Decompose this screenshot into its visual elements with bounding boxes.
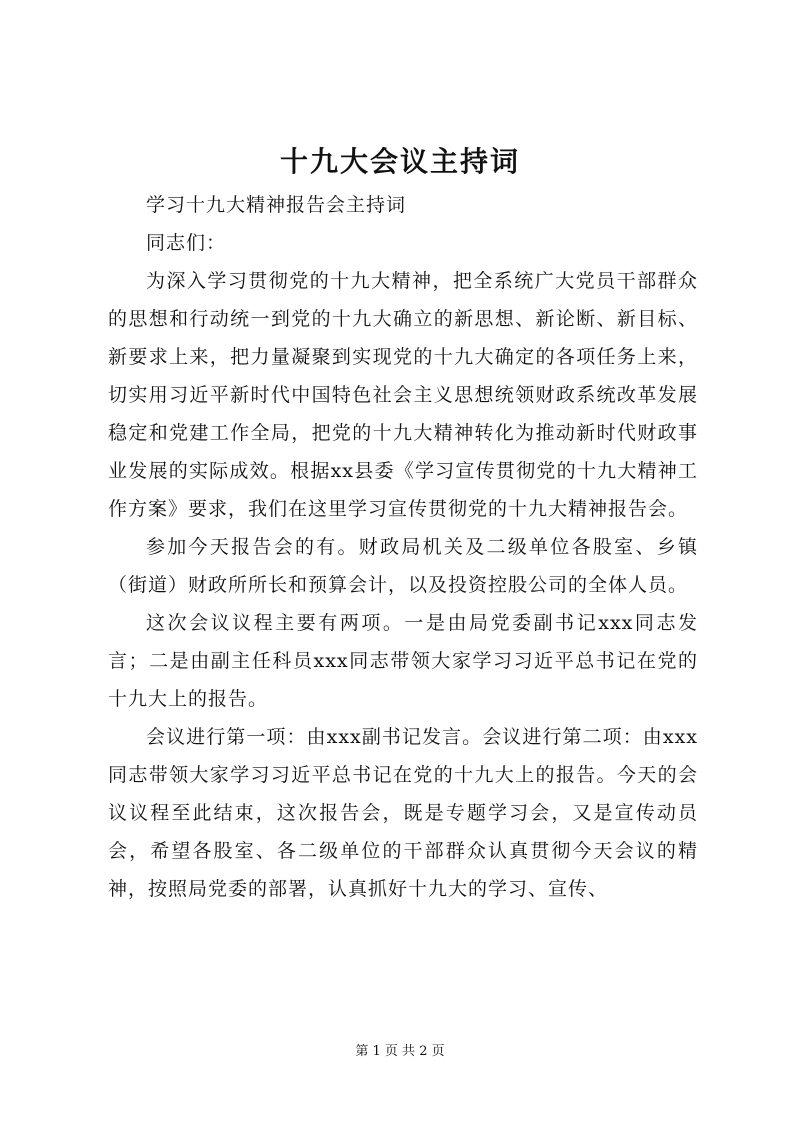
document-title: 十九大会议主持词 <box>279 145 520 178</box>
salutation-paragraph: 同志们： <box>146 232 227 254</box>
body-paragraph: 会议进行第一项：由xxx副书记发言。会议进行第二项：由xxx同志带领大家学习习近平总书记在党的十九大上的报告。今天的会议议程至此结束，这次报告会，既是专题学习会，又是宣传动员会，希望各股室、各二级单位的干部群众认真贯彻今天会议的精神，按照局党委的部署，认真抓好十九大的学习、宣传、 <box>108 726 698 900</box>
body-paragraph: 参加今天报告会的有。财政局机关及二级单位各股室、乡镇（街道）财政所所长和预算会计，以及投资控股公司的全体人员。 <box>108 536 698 596</box>
body-paragraph: 为深入学习贯彻党的十九大精神，把全系统广大党员干部群众的思想和行动统一到党的十九大确立的新思想、新论断、新目标、新要求上来，把力量凝聚到实现党的十九大确定的各项任务上来，切实用习近平新时代中国特色社会主义思想统领财政系统改革发展稳定和党建工作全局，把党的十九大精神转化为推动新时代财政事业发展的实际成效。根据xx县委《学习宣传贯彻党的十九大精神工作方案》要求，我们在这里学习宣传贯彻党的十九大精神报告会。 <box>108 270 698 520</box>
document-body <box>108 186 698 908</box>
body-paragraph: 这次会议议程主要有两项。一是由局党委副书记xxx同志发言；二是由副主任科员xxx同志带领大家学习习近平总书记在党的十九大上的报告。 <box>108 612 698 710</box>
subtitle-paragraph: 学习十九大精神报告会主持词 <box>146 194 407 216</box>
page-number-footer: 第 1 页 共 2 页 <box>355 1044 445 1059</box>
